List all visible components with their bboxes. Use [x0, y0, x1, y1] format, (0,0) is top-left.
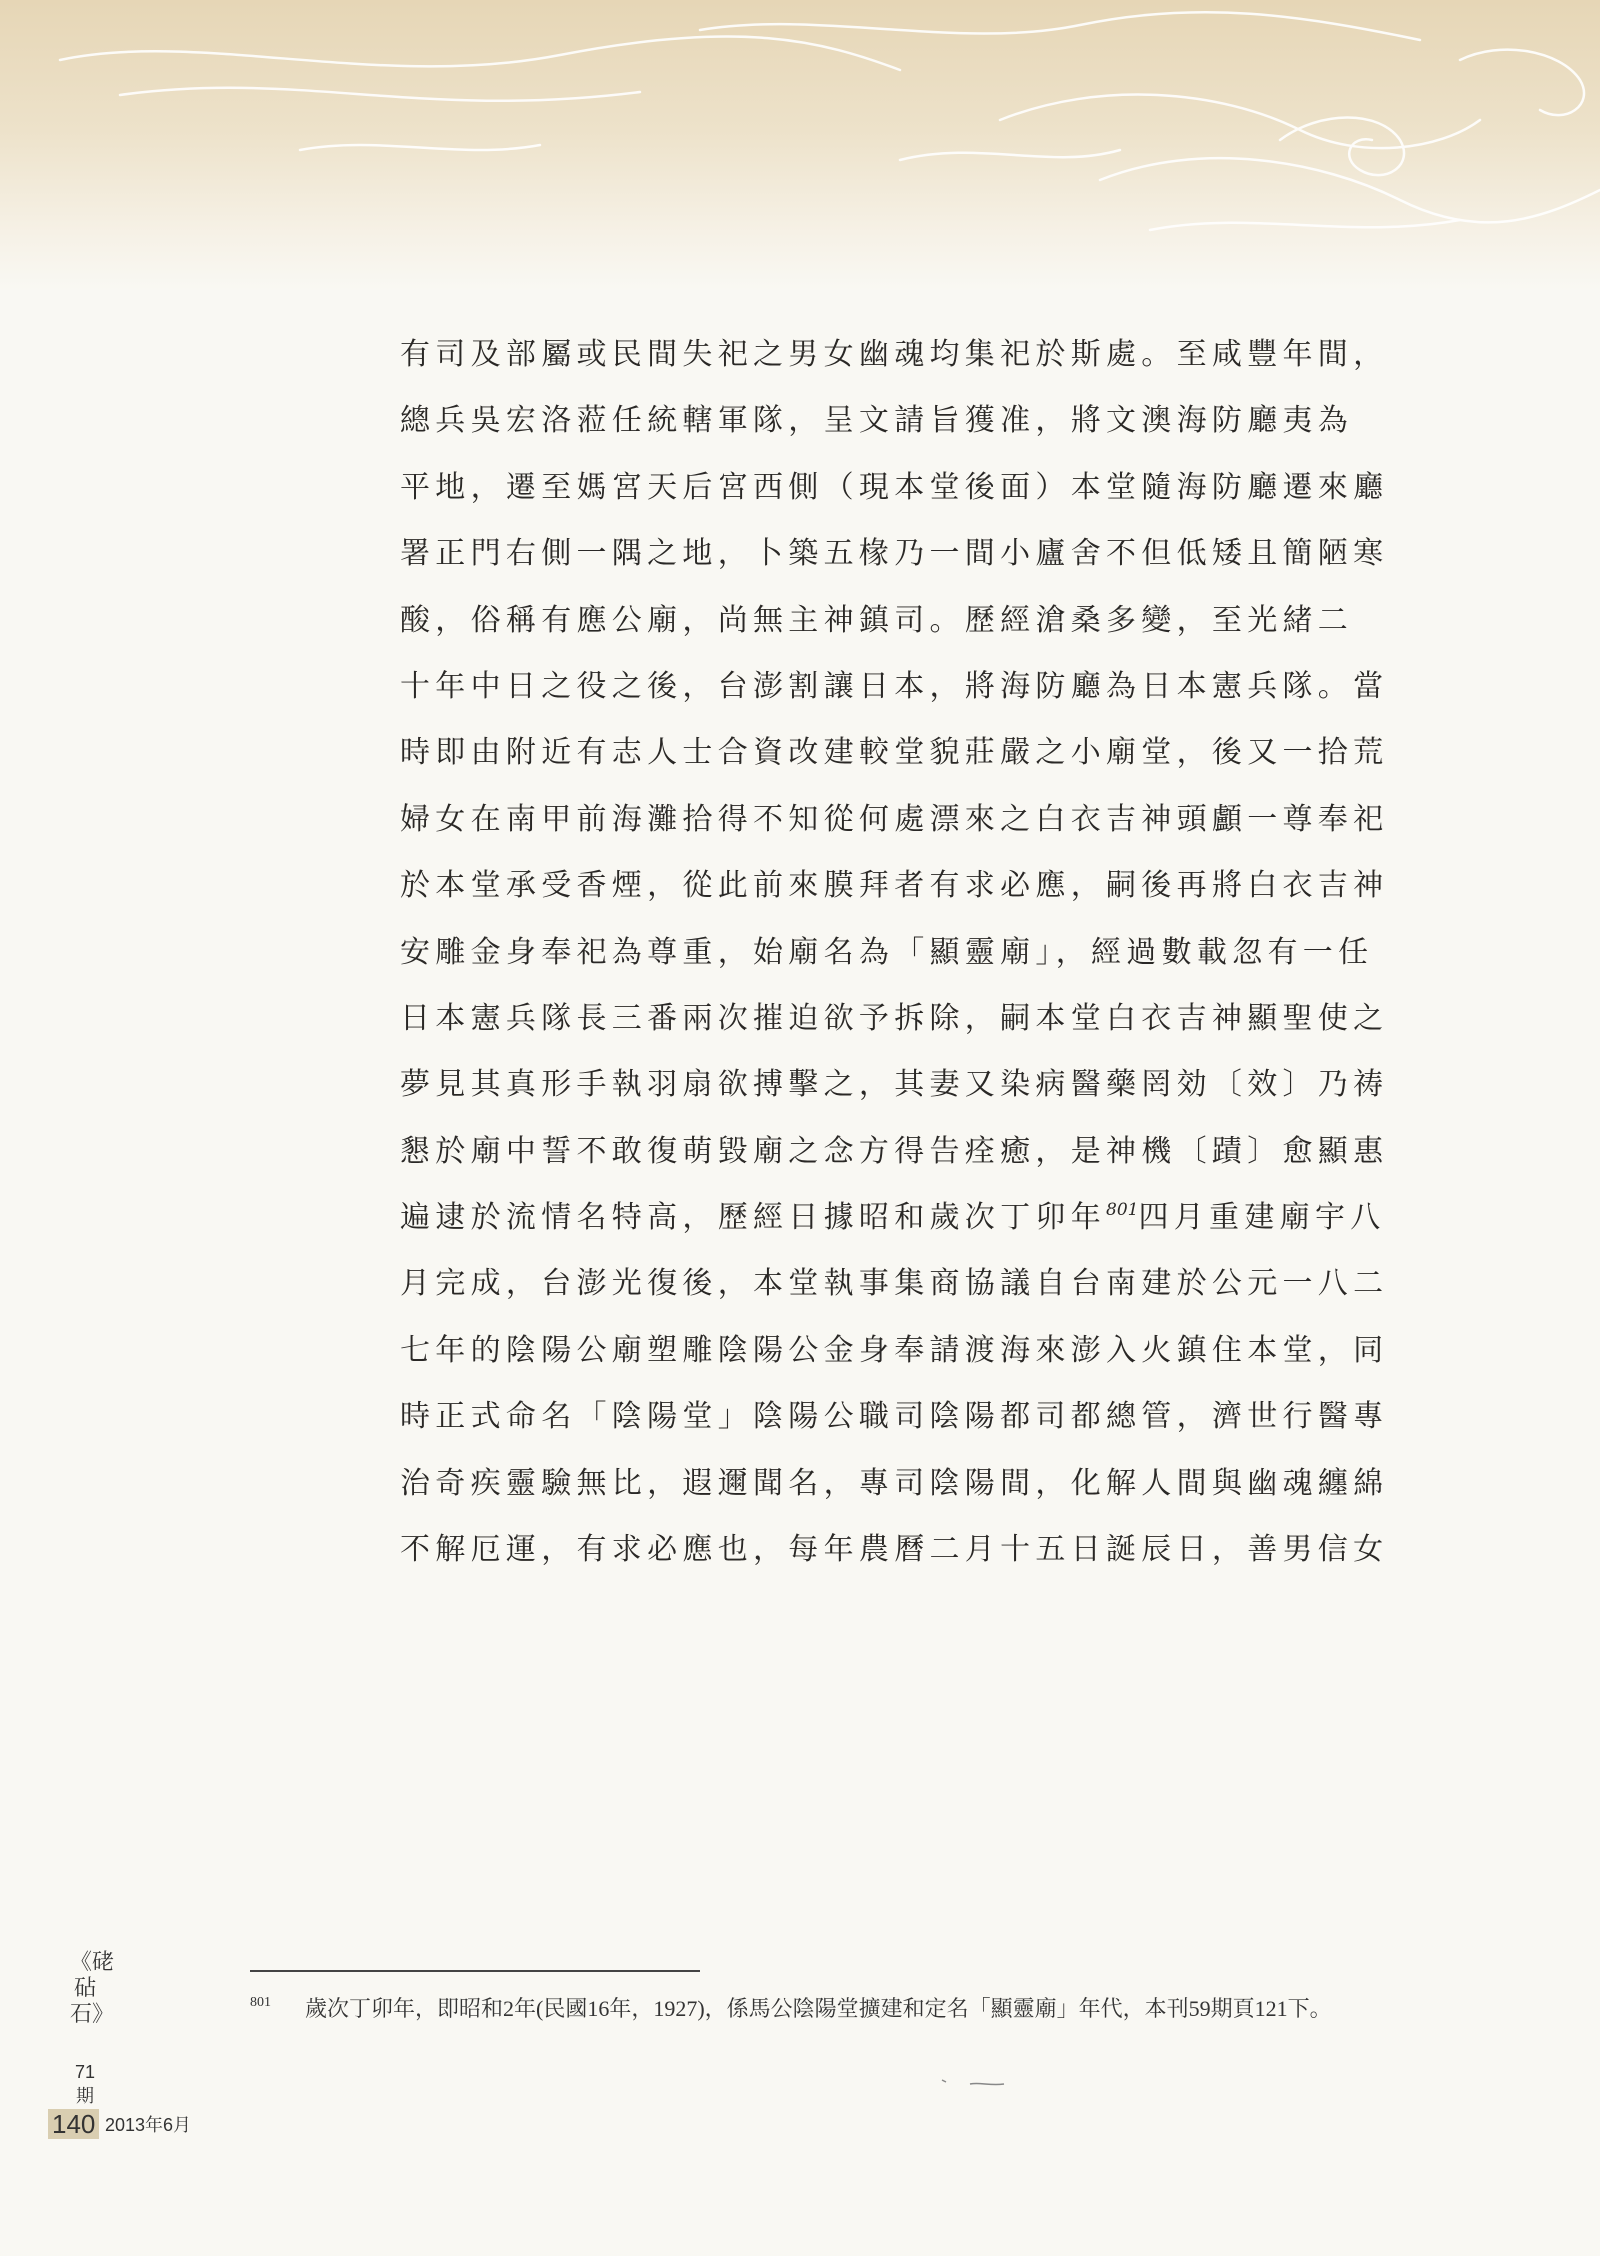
body-line-12: 夢見其真形手執羽扇欲搏擊之，其妻又染病醫藥罔効〔效〕乃祷: [400, 1067, 1389, 1103]
body-line-7: 時即由附近有志人士合資改建較堂貌莊嚴之小廟堂，後又一拾荒: [400, 735, 1389, 771]
body-line-11: 日本憲兵隊長三番兩次摧迫欲予拆除，嗣本堂白衣吉神顯聖使之: [400, 1000, 1389, 1036]
body-line-13: 懇於廟中誓不敢復萌毀廟之念方得告痊癒，是神機〔蹟〕愈顯惠: [400, 1133, 1389, 1169]
footnote-reference[interactable]: 801: [1106, 1200, 1139, 1221]
body-line-15: 月完成，台澎光復後，本堂執事集商協議自台南建於公元一八二: [400, 1266, 1389, 1302]
body-line-9: 於本堂承受香煙，從此前來膜拜者有求必應，嗣後再將白衣吉神: [400, 868, 1389, 904]
footnote-text: 歲次丁卯年，即昭和2年(民國16年，1927)，係馬公陰陽堂擴建和定名「顯靈廟」年代，本刊59期頁121下。: [305, 1996, 1332, 2021]
body-line-18: 治奇疾靈驗無比，遐邇聞名，專司陰陽間，化解人間與幽魂纏綿: [400, 1465, 1389, 1501]
issue-block: [70, 2060, 100, 2108]
body-line-16: 七年的陰陽公廟塑雕陰陽公金身奉請渡海來澎入火鎮住本堂，同: [400, 1332, 1389, 1368]
body-line-4: 署正門右側一隅之地，卜築五椽乃一間小廬舍不但低矮且簡陋寒: [400, 536, 1389, 572]
journal-title: 《硓砧石》: [70, 1950, 115, 2027]
body-line-8: 婦女在南甲前海灘拾得不知從何處漂來之白衣吉神頭顱一尊奉祀: [400, 801, 1389, 837]
cloud-pattern-icon: [0, 0, 1600, 290]
page-number: 140: [48, 2109, 99, 2139]
body-line-2: 總兵吳宏洛蒞任統轄軍隊，呈文請旨獲准，將文澳海防廳夷為: [400, 403, 1354, 439]
body-line-6: 十年中日之役之後，台澎割讓日本，將海防廳為日本憲兵隊。當: [400, 668, 1389, 704]
body-line-17: 時正式命名「陰陽堂」陰陽公職司陰陽都司都總管，濟世行醫專: [400, 1399, 1389, 1435]
body-line-14: [400, 1185, 1440, 1251]
body-line-5: 酸，俗稱有應公廟，尚無主神鎮司。歷經滄桑多變，至光緒二: [400, 602, 1354, 638]
body-line-3: 平地，遷至媽宮天后宮西側（現本堂後面）本堂隨海防廳遷來廳: [400, 469, 1389, 505]
decorative-header-band: [0, 0, 1600, 290]
body-line-1: 有司及部屬或民間失祀之男女幽魂均集祀於斯處。至咸豐年間，: [400, 337, 1389, 372]
body-line-14-before: 遍逮於流情名特高，歷經日據昭和歲次丁卯年: [400, 1200, 1106, 1236]
issue-label: 期: [76, 2086, 94, 2106]
body-line-10: 安雕金身奉祀為尊重，始廟名為「顯靈廟」，經過數載忽有一任: [400, 934, 1374, 970]
body-text: [400, 322, 1440, 1583]
body-line-14-after: 四月重建廟宇八: [1138, 1200, 1386, 1236]
body-line-19: 不解厄運，有求必應也，每年農曆二月十五日誕辰日，善男信女: [400, 1532, 1389, 1568]
footnote-divider: [250, 1970, 700, 1972]
footnote-number: 801: [250, 1995, 271, 2010]
issue-date: 2013年6月: [105, 2115, 192, 2135]
issue-number: 71: [74, 2062, 96, 2082]
scan-mark-icon: [940, 2076, 1010, 2090]
